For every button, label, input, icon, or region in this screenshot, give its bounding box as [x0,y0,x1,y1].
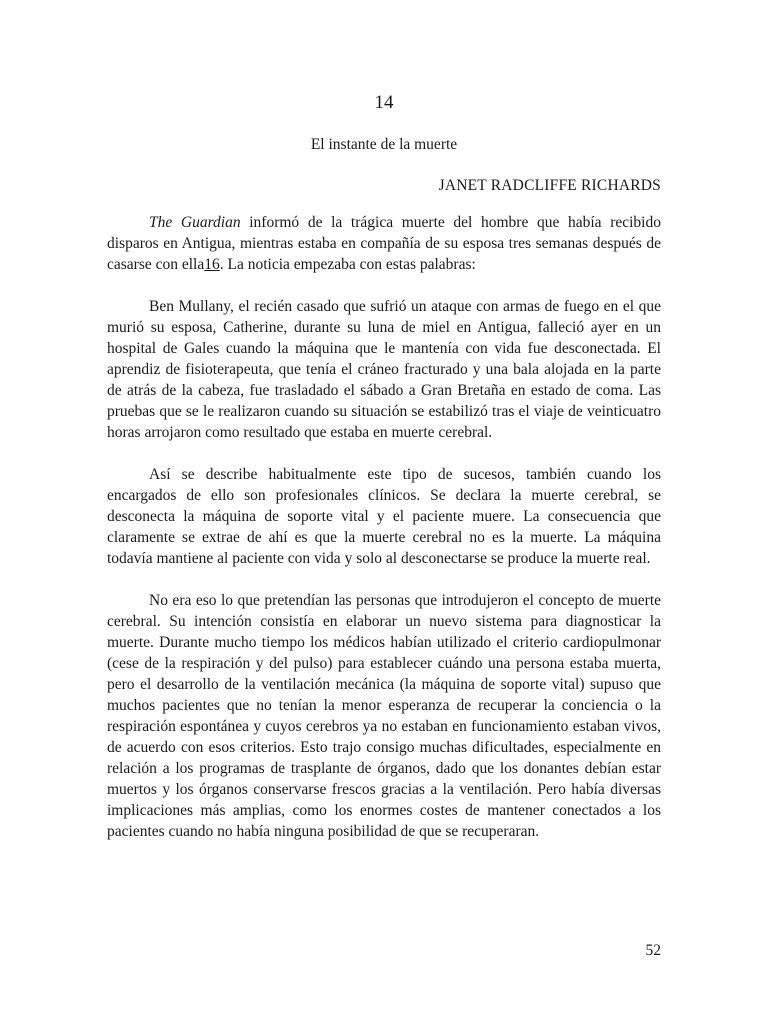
chapter-title: El instante de la muerte [310,136,458,153]
chapter-author: JANET RADCLIFFE RICHARDS [438,177,661,194]
page-number: 52 [645,942,661,959]
paragraph-brain-death: No era eso lo que pretendían las personas que introdujeron el concepto de muerte cerebral. Su intención consistía en elaborar un nuevo sistema para diagnosticar la muerte. Durante mucho tiempo los médicos habían utilizado el criterio cardiopulmonar (cese de la respiración y del pulso) para establecer cuándo una persona estaba muerta, pero el desarrollo de la ventilación mecánica (la máquina de soporte vital) supuso que muchos pacientes que no tenían la menor esperanza de recuperar la conciencia o la respiración espontánea y cuyos cerebros ya no estaban en funcionamiento estaban vivos, de acuerdo con esos criterios. Esto trajo consigo muchas dificultades, especialmente en relación a los programas de trasplante de órganos, dado que los donantes debían estar muertos y los órganos conservarse frescos gracias a la ventilación. Pero había diversas implicaciones más amplias, como los enormes costes de mantener conectados a los pacientes cuando no había ninguna posibilidad de que se recuperaran. [107,592,661,840]
document-page [107,0,661,1024]
footnote-reference[interactable]: 16 [204,256,220,273]
chapter-number: 14 [374,92,394,113]
paragraph-quote: Ben Mullany, el recién casado que sufrió un ataque con armas de fuego en el que murió su esposa, Catherine, durante su luna de miel en Antigua, falleció ayer en un hospital de Gales cuando la máquina que le mantenía con vida fue desconectada. El aprendiz de fisioterapeuta, que tenía el cráneo fracturado y una bala alojada en la parte de atrás de la cabeza, fue trasladado el sábado a Gran Bretaña en estado de coma. Las pruebas que se le realizaron cuando su situación se estabilizó tras el viaje de veinticuatro horas arrojaron como resultado que estaba en muerte cerebral. [107,298,661,441]
paragraph-intro [107,212,661,275]
newspaper-name: The Guardian [149,214,241,231]
paragraph-intro-end: . La noticia empezaba con estas palabras: [219,256,476,273]
paragraph-description: Así se describe habitualmente este tipo de sucesos, también cuando los encargados de ello son profesionales clínicos. Se declara la muerte cerebral, se desconecta la máquina de soporte vital y el paciente muere. La consecuencia que claramente se extrae de ahí es que la muerte cerebral no es la muerte. La máquina todavía mantiene al paciente con vida y solo al desconectarse se produce la muerte real. [107,466,661,567]
paragraph-intro-text: informó de la trágica muerte del hombre que había recibido disparos en Antigua, mientras estaba en compañía de su esposa tres semanas después de casarse con ella [107,214,661,273]
body-text [107,212,661,863]
